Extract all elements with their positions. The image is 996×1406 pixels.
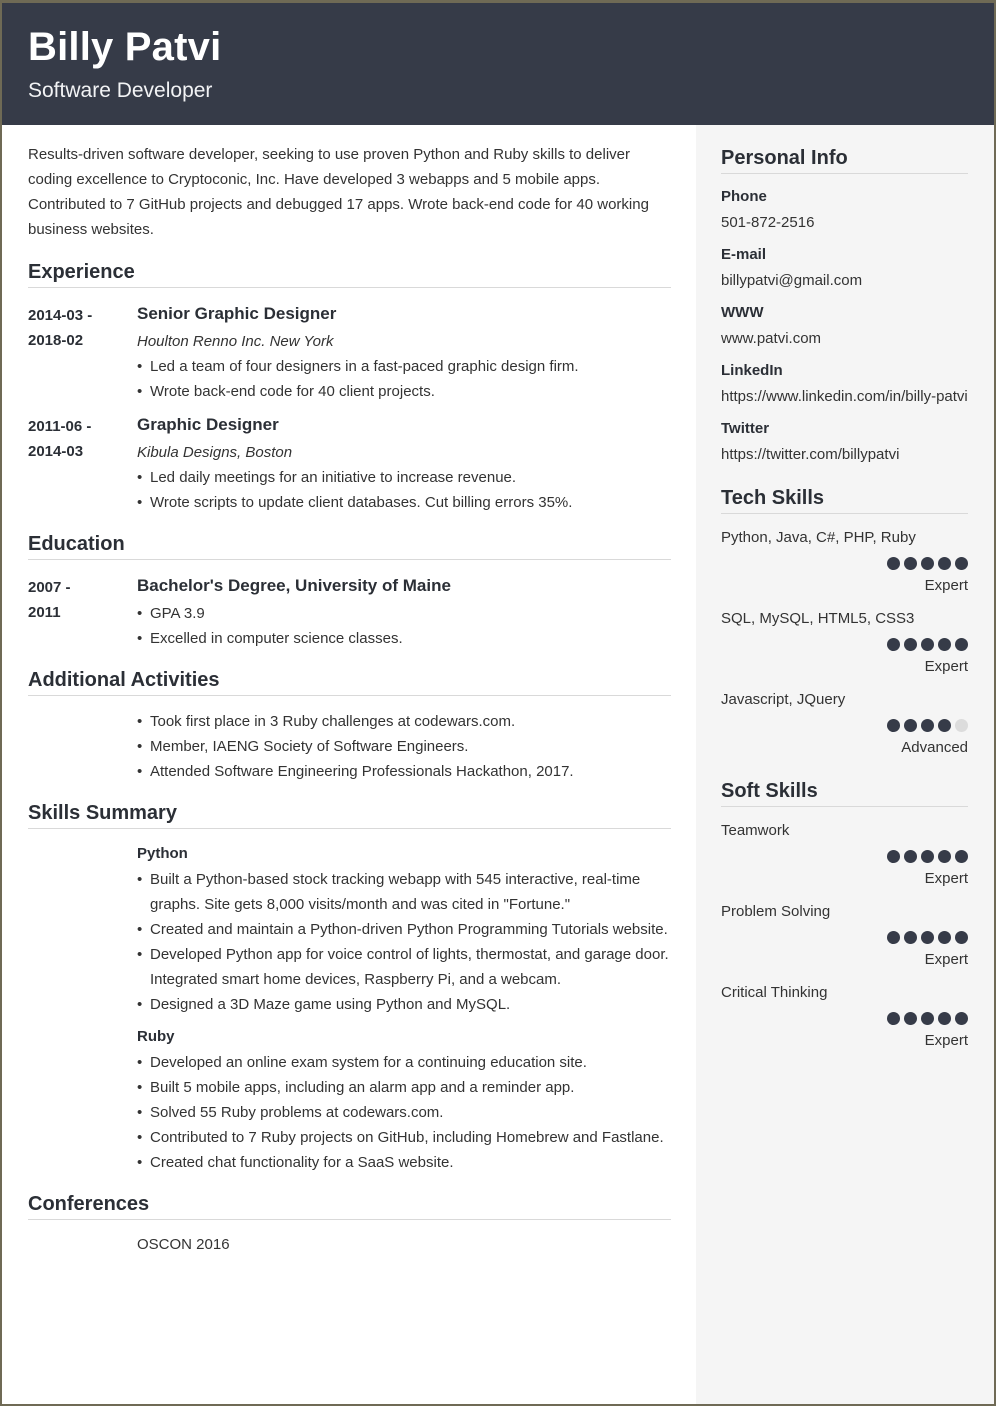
tech-skill-name: SQL, MySQL, HTML5, CSS3 <box>721 610 915 627</box>
skill-rating <box>887 850 968 863</box>
rating-dot-filled <box>904 638 917 651</box>
skill-rating <box>887 719 968 732</box>
rating-dot-empty <box>955 719 968 732</box>
rating-dot-filled <box>887 931 900 944</box>
education-degree: Bachelor's Degree, University of Maine <box>137 576 451 595</box>
skill-rating <box>887 557 968 570</box>
list-item: • Solved 55 Ruby problems at codewars.com. <box>137 1100 677 1125</box>
soft-skill-name: Critical Thinking <box>721 984 828 1001</box>
job-title: Senior Graphic Designer <box>137 304 337 323</box>
skills-summary-heading: Skills Summary <box>28 802 671 829</box>
list-item: • Member, IAENG Society of Software Engineers. <box>137 734 677 759</box>
skill-group-python: Python <box>137 845 188 862</box>
rating-dot-filled <box>938 719 951 732</box>
education-bullets <box>137 601 677 651</box>
rating-dot-filled <box>904 1012 917 1025</box>
list-item: • Led daily meetings for an initiative to increase revenue. <box>137 465 677 490</box>
job-title: Graphic Designer <box>137 415 279 434</box>
rating-dot-filled <box>921 850 934 863</box>
list-item: • Built a Python-based stock tracking webapp with 545 interactive, real-time graphs. Site gets 8,000 visits/month and was cited in "Fortune." <box>137 867 677 917</box>
rating-dot-filled <box>955 557 968 570</box>
rating-dot-filled <box>955 850 968 863</box>
conference-item: OSCON 2016 <box>137 1236 230 1253</box>
sidebar <box>696 125 994 1406</box>
activities-heading: Additional Activities <box>28 669 671 696</box>
rating-dot-filled <box>921 931 934 944</box>
rating-dot-filled <box>887 850 900 863</box>
www-value: www.patvi.com <box>721 330 822 347</box>
list-item: • Designed a 3D Maze game using Python and MySQL. <box>137 992 677 1017</box>
email-value: billypatvi@gmail.com <box>721 272 863 289</box>
job-company: Kibula Designs, Boston <box>137 444 293 461</box>
list-item: • Created and maintain a Python-driven Python Programming Tutorials website. <box>137 917 677 942</box>
twitter-value: https://twitter.com/billypatvi <box>721 446 900 463</box>
job-date-end: 2014-03 <box>28 443 84 460</box>
job-date-start: 2014-03 - <box>28 307 93 324</box>
education-date-end: 2011 <box>28 604 61 621</box>
soft-skill-level: Expert <box>924 1032 968 1049</box>
linkedin-value: https://www.linkedin.com/in/billy-patvi <box>721 388 968 405</box>
list-item: • GPA 3.9 <box>137 601 677 626</box>
tech-skill-level: Expert <box>924 577 968 594</box>
list-item: • Led a team of four designers in a fast-paced graphic design firm. <box>137 354 677 379</box>
rating-dot-filled <box>921 638 934 651</box>
candidate-title: Software Developer <box>28 79 213 102</box>
list-item: • Wrote scripts to update client databases. Cut billing errors 35%. <box>137 490 677 515</box>
list-item: • Attended Software Engineering Professionals Hackathon, 2017. <box>137 759 677 784</box>
conferences-heading: Conferences <box>28 1193 671 1220</box>
rating-dot-filled <box>887 557 900 570</box>
education-date-start: 2007 - <box>28 579 71 596</box>
activities-bullets <box>137 709 677 784</box>
twitter-label: Twitter <box>721 420 770 437</box>
job-bullets <box>137 465 677 515</box>
tech-skill-name: Javascript, JQuery <box>721 691 846 708</box>
rating-dot-filled <box>921 719 934 732</box>
tech-skill-name: Python, Java, C#, PHP, Ruby <box>721 529 916 546</box>
rating-dot-filled <box>938 638 951 651</box>
list-item: • Excelled in computer science classes. <box>137 626 677 651</box>
job-date-end: 2018-02 <box>28 332 84 349</box>
education-heading: Education <box>28 533 671 560</box>
python-bullets <box>137 867 677 1017</box>
phone-value: 501-872-2516 <box>721 214 815 231</box>
skill-group-ruby: Ruby <box>137 1028 175 1045</box>
soft-skill-name: Problem Solving <box>721 903 831 920</box>
rating-dot-filled <box>938 931 951 944</box>
skill-rating <box>887 638 968 651</box>
list-item: • Contributed to 7 Ruby projects on GitHub, including Homebrew and Fastlane. <box>137 1125 677 1150</box>
rating-dot-filled <box>904 719 917 732</box>
rating-dot-filled <box>921 557 934 570</box>
soft-skills-heading: Soft Skills <box>721 780 968 807</box>
ruby-bullets <box>137 1050 677 1175</box>
rating-dot-filled <box>955 931 968 944</box>
list-item: • Wrote back-end code for 40 client projects. <box>137 379 677 404</box>
email-label: E-mail <box>721 246 767 263</box>
list-item: • Developed Python app for voice control of lights, thermostat, and garage door. Integrated smart home devices, Raspberry Pi, and a webcam. <box>137 942 677 992</box>
candidate-name: Billy Patvi <box>28 25 222 69</box>
list-item: • Took first place in 3 Ruby challenges at codewars.com. <box>137 709 677 734</box>
rating-dot-filled <box>904 557 917 570</box>
list-item: • Developed an online exam system for a continuing education site. <box>137 1050 677 1075</box>
rating-dot-filled <box>955 638 968 651</box>
rating-dot-filled <box>904 850 917 863</box>
job-date-start: 2011-06 - <box>28 418 92 435</box>
rating-dot-filled <box>938 557 951 570</box>
tech-skill-level: Expert <box>924 658 968 675</box>
rating-dot-filled <box>887 638 900 651</box>
rating-dot-filled <box>938 850 951 863</box>
skill-rating <box>887 931 968 944</box>
personal-info-heading: Personal Info <box>721 147 968 174</box>
list-item: • Created chat functionality for a SaaS website. <box>137 1150 677 1175</box>
summary-text: Results-driven software developer, seeking to use proven Python and Ruby skills to deliver coding excellence to Cryptoconic, Inc. Have developed 3 webapps and 5 mobile apps. Contributed to 7 GitHub projects and debugged 17 apps. Wrote back-end code for 40 working business websites. <box>28 146 649 238</box>
soft-skill-name: Teamwork <box>721 822 790 839</box>
job-company: Houlton Renno Inc. New York <box>137 333 334 350</box>
linkedin-label: LinkedIn <box>721 362 783 379</box>
www-label: WWW <box>721 304 764 321</box>
skill-rating <box>887 1012 968 1025</box>
rating-dot-filled <box>887 1012 900 1025</box>
list-item: • Built 5 mobile apps, including an alarm app and a reminder app. <box>137 1075 677 1100</box>
experience-heading: Experience <box>28 261 671 288</box>
soft-skill-level: Expert <box>924 951 968 968</box>
rating-dot-filled <box>904 931 917 944</box>
soft-skill-level: Expert <box>924 870 968 887</box>
rating-dot-filled <box>938 1012 951 1025</box>
job-bullets <box>137 354 677 404</box>
phone-label: Phone <box>721 188 767 205</box>
rating-dot-filled <box>921 1012 934 1025</box>
rating-dot-filled <box>955 1012 968 1025</box>
tech-skill-level: Advanced <box>901 739 968 756</box>
resume-header <box>2 3 994 125</box>
tech-skills-heading: Tech Skills <box>721 487 968 514</box>
rating-dot-filled <box>887 719 900 732</box>
